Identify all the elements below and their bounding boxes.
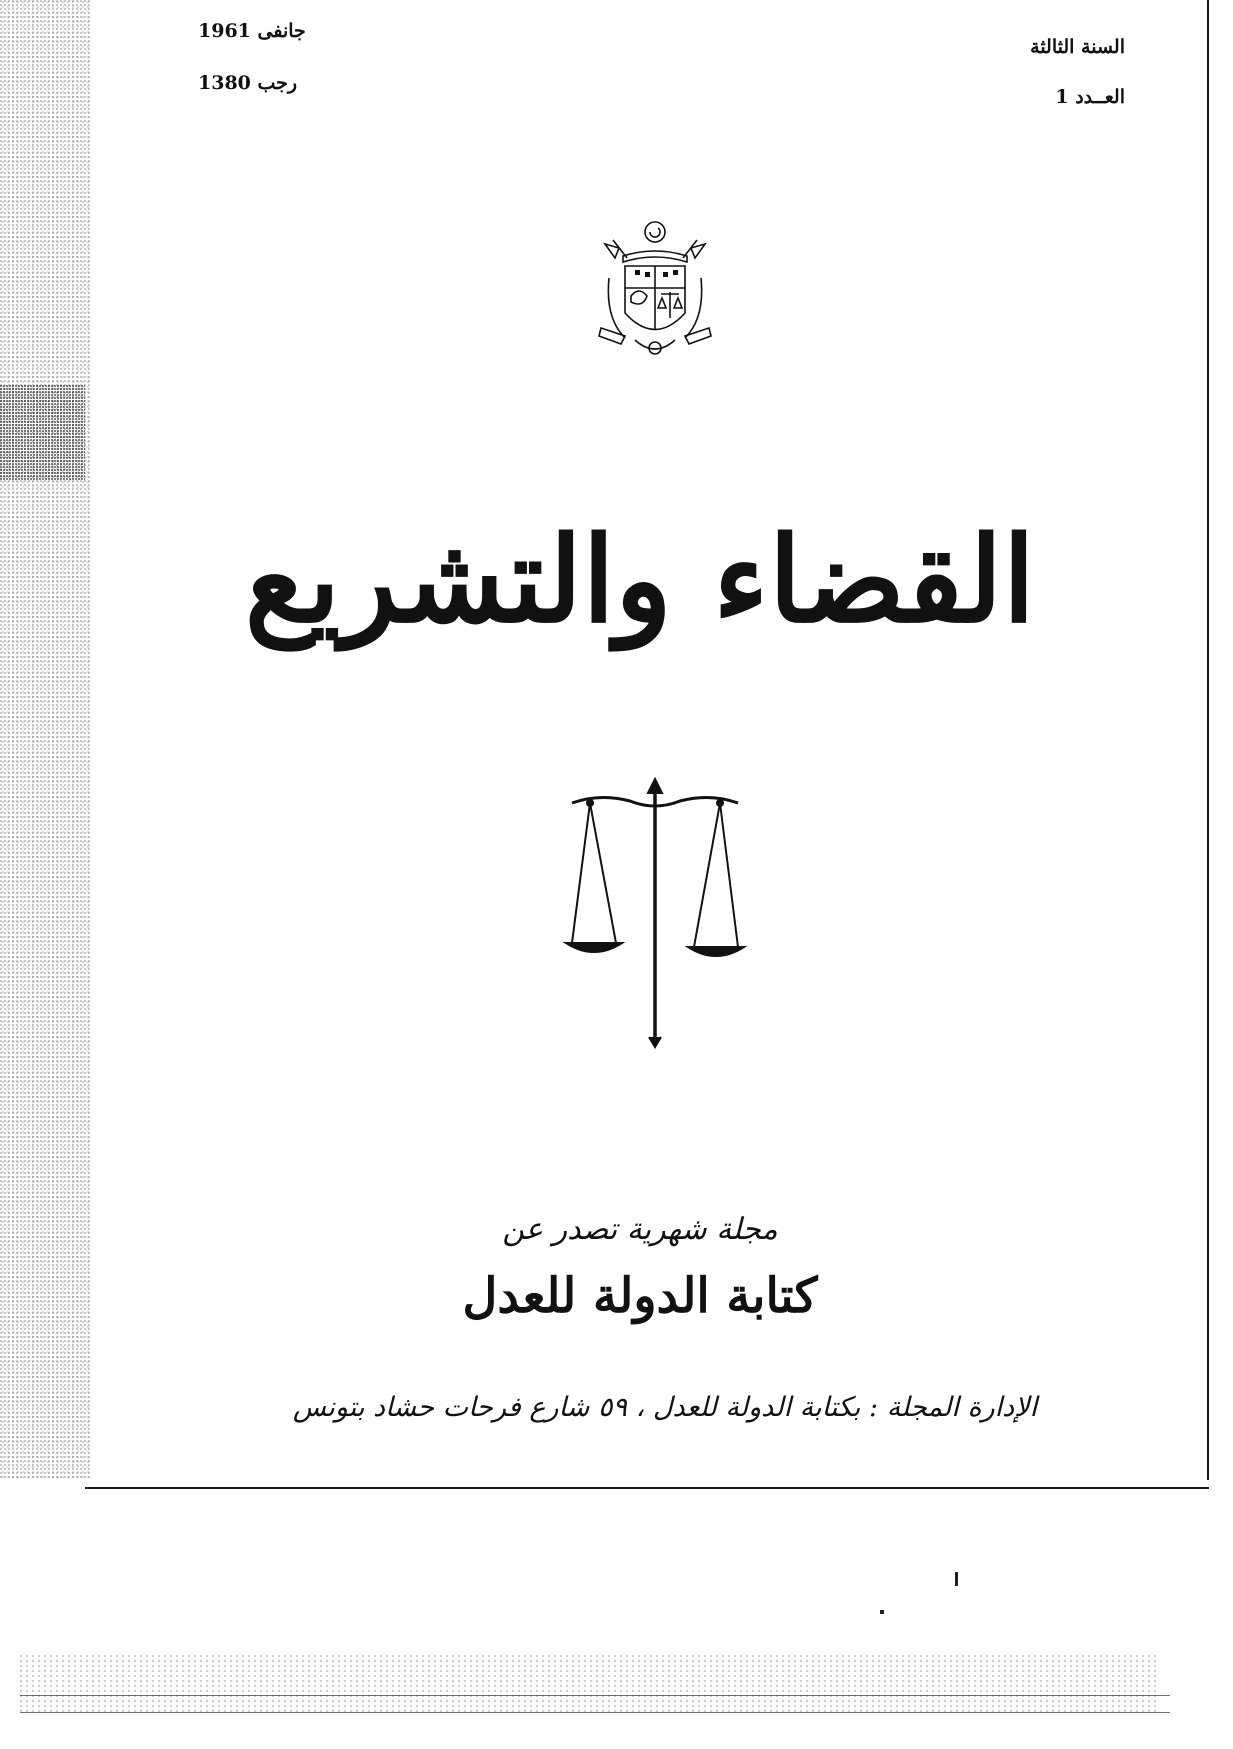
- scan-line-bottom: [20, 1712, 1170, 1713]
- issue-hijri-date: رجب 1380: [198, 72, 298, 94]
- scan-edge-left: [0, 0, 92, 1480]
- administration-address: الإدارة المجلة : بكتابة الدولة للعدل ، ٥٩ شارع فرحات حشاد بتونس: [292, 1392, 1038, 1423]
- issue-number-label: العــدد 1: [1055, 86, 1125, 108]
- page-border-right: [1207, 0, 1209, 1480]
- journal-subtitle: مجلة شهرية تصدر عن: [502, 1212, 778, 1247]
- scan-speck: [955, 1572, 958, 1586]
- tunisia-coat-of-arms-emblem-icon: [595, 218, 715, 360]
- scan-speck: [880, 1610, 884, 1614]
- issue-year-label: السنة الثالثة: [1030, 36, 1125, 58]
- publisher-name: كتابة الدولة للعدل: [462, 1268, 818, 1324]
- page-border-bottom: [85, 1487, 1209, 1489]
- issue-month-date: جانفى 1961: [198, 20, 306, 42]
- journal-title: القضاء والتشريع: [244, 510, 1036, 649]
- scan-line-bottom: [20, 1695, 1170, 1696]
- scan-edge-shadow: [0, 385, 85, 480]
- scan-noise-bottom: [20, 1655, 1160, 1715]
- balance-scales-icon: [560, 775, 750, 1050]
